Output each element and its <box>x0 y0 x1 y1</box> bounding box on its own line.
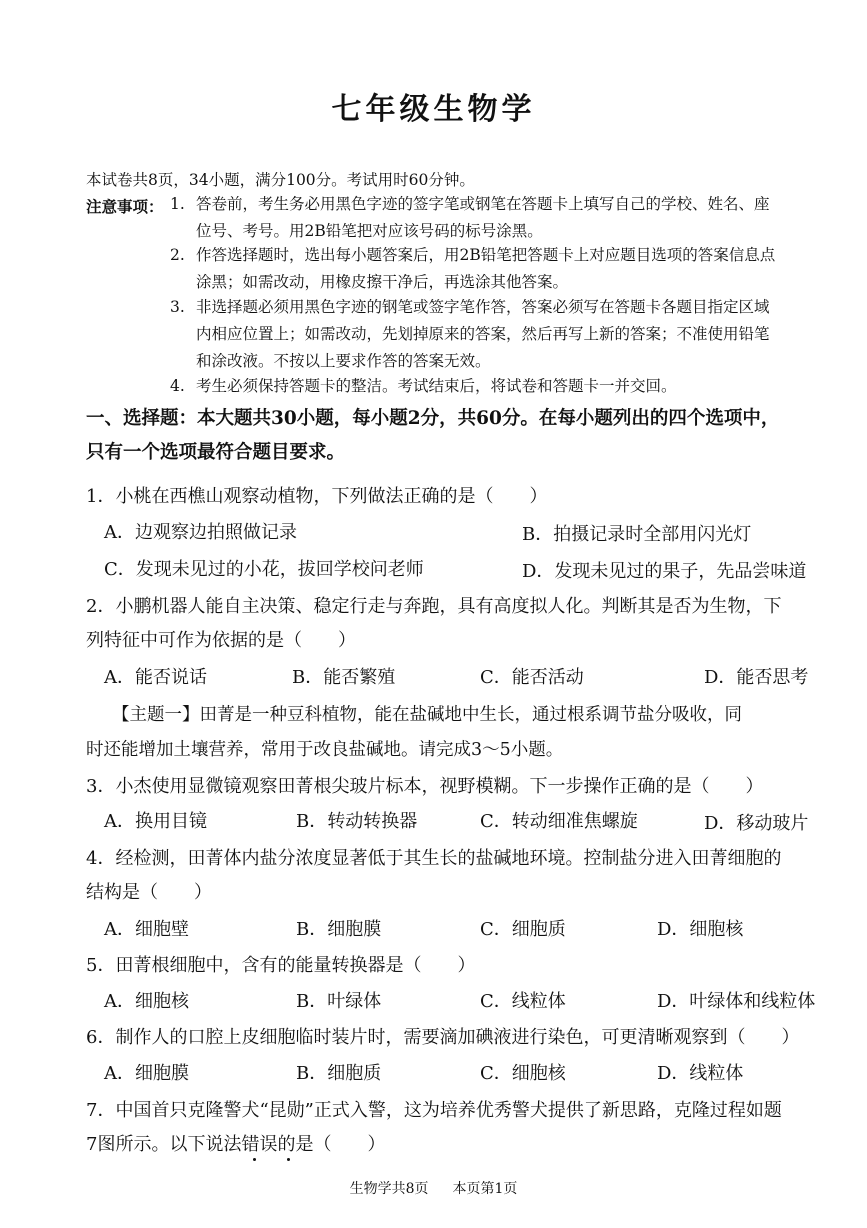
question-stem: 7．中国首只克隆警犬“昆勋”正式入警，这为培养优秀警犬提供了新思路，克隆过程如题 <box>86 1100 782 1121</box>
page-title: 七年级生物学 <box>331 92 536 127</box>
footer-current-page: 本页第1页 <box>452 1181 518 1197</box>
option-a[interactable]: A．边观察边拍照做记录 <box>104 522 297 543</box>
question-stem: 3．小杰使用显微镜观察田菁根尖玻片标本，视野模糊。下一步操作正确的是（ ） <box>86 776 764 797</box>
emphasis-dot <box>287 1158 290 1161</box>
notice-text: 和涂改液。不按以上要求作答的答案无效。 <box>196 352 491 370</box>
option-b[interactable]: B．细胞膜 <box>296 919 382 940</box>
option-a[interactable]: A．能否说话 <box>104 667 207 688</box>
notice-number: 4. <box>170 377 185 395</box>
question-stem: 列特征中可作为依据的是（ ） <box>86 630 356 651</box>
option-d[interactable]: D．细胞核 <box>657 919 744 940</box>
option-c[interactable]: C．细胞质 <box>480 919 566 940</box>
option-b[interactable]: B．能否繁殖 <box>292 667 396 688</box>
emphasis-dot <box>253 1158 256 1161</box>
option-d[interactable]: D．叶绿体和线粒体 <box>657 991 816 1012</box>
notice-text: 非选择题必须用黑色字迹的钢笔或签字笔作答，答案必须写在答题卡各题目指定区域 <box>196 298 770 316</box>
option-a[interactable]: A．换用目镜 <box>104 811 207 832</box>
question-stem: 2．小鹏机器人能自主决策、稳定行走与奔跑，具有高度拟人化。判断其是否为生物，下 <box>86 596 782 617</box>
option-b[interactable]: B．转动转换器 <box>296 811 418 832</box>
option-c[interactable]: C．线粒体 <box>480 991 566 1012</box>
notice-number: 1. <box>170 195 185 213</box>
notice-number: 3. <box>170 298 185 316</box>
notice-item <box>170 373 830 400</box>
notice-text: 内相应位置上；如需改动，先划掉原来的答案，然后再写上新的答案；不准使用铅笔 <box>196 325 770 343</box>
notice-text: 涂黑；如需改动，用橡皮擦干净后，再选涂其他答案。 <box>196 273 569 291</box>
option-a[interactable]: A．细胞壁 <box>104 919 189 940</box>
option-c[interactable]: C．发现未见过的小花，拔回学校问老师 <box>104 559 424 580</box>
question-stem: 结构是（ ） <box>86 882 212 903</box>
question-stem: 6．制作人的口腔上皮细胞临时装片时，需要滴加碘液进行染色，可更清晰观察到（ ） <box>86 1027 800 1048</box>
notice-label: 注意事项： <box>86 197 164 216</box>
option-c[interactable]: C．能否活动 <box>480 667 584 688</box>
question-stem: 7图所示。以下说法错误的是（ ） <box>86 1134 386 1155</box>
notice-text: 位号、考号。用2B铅笔把对应该号码的标号涂黑。 <box>196 222 543 240</box>
option-c[interactable]: C．转动细准焦螺旋 <box>480 811 638 832</box>
notice-number: 2. <box>170 246 185 264</box>
exam-intro: 本试卷共8页，34小题，满分100分。考试用时60分钟。 <box>86 171 475 189</box>
option-d[interactable]: D．移动玻片 <box>704 813 809 834</box>
option-b[interactable]: B．叶绿体 <box>296 991 382 1012</box>
theme-intro: 【主题一】田菁是一种豆科植物，能在盐碱地中生长，通过根系调节盐分吸收，同 <box>112 705 742 725</box>
footer-total-pages: 生物学共8页 <box>349 1181 429 1197</box>
option-b[interactable]: B．细胞质 <box>296 1063 382 1084</box>
option-d[interactable]: D．线粒体 <box>657 1063 744 1084</box>
notice-item <box>170 294 830 375</box>
notice-text: 答卷前，考生务必用黑色字迹的签字笔或钢笔在答题卡上填写自己的学校、姓名、座 <box>196 195 770 213</box>
option-d[interactable]: D．发现未见过的果子，先品尝味道 <box>522 561 807 582</box>
notice-text: 作答选择题时，选出每小题答案后，用2B铅笔把答题卡上对应题目选项的答案信息点 <box>196 246 776 264</box>
option-c[interactable]: C．细胞核 <box>480 1063 566 1084</box>
notice-item <box>170 191 830 245</box>
notice-text: 考生必须保持答题卡的整洁。考试结束后，将试卷和答题卡一并交回。 <box>196 377 677 395</box>
option-b[interactable]: B．拍摄记录时全部用闪光灯 <box>522 524 752 545</box>
question-stem: 5．田菁根细胞中，含有的能量转换器是（ ） <box>86 955 476 976</box>
section-heading: 一、选择题：本大题共30小题，每小题2分，共60分。在每小题列出的四个选项中， <box>86 408 780 429</box>
page-footer <box>0 1178 867 1198</box>
question-stem: 1．小桃在西樵山观察动植物，下列做法正确的是（ ） <box>86 486 548 507</box>
question-stem: 4．经检测，田菁体内盐分浓度显著低于其生长的盐碱地环境。控制盐分进入田菁细胞的 <box>86 848 782 869</box>
section-heading: 只有一个选项最符合题目要求。 <box>86 442 346 463</box>
option-d[interactable]: D．能否思考 <box>704 667 809 688</box>
notice-item <box>170 242 830 296</box>
option-a[interactable]: A．细胞核 <box>104 991 189 1012</box>
option-a[interactable]: A．细胞膜 <box>104 1063 189 1084</box>
theme-intro: 时还能增加土壤营养，常用于改良盐碱地。请完成3～5小题。 <box>86 740 564 760</box>
